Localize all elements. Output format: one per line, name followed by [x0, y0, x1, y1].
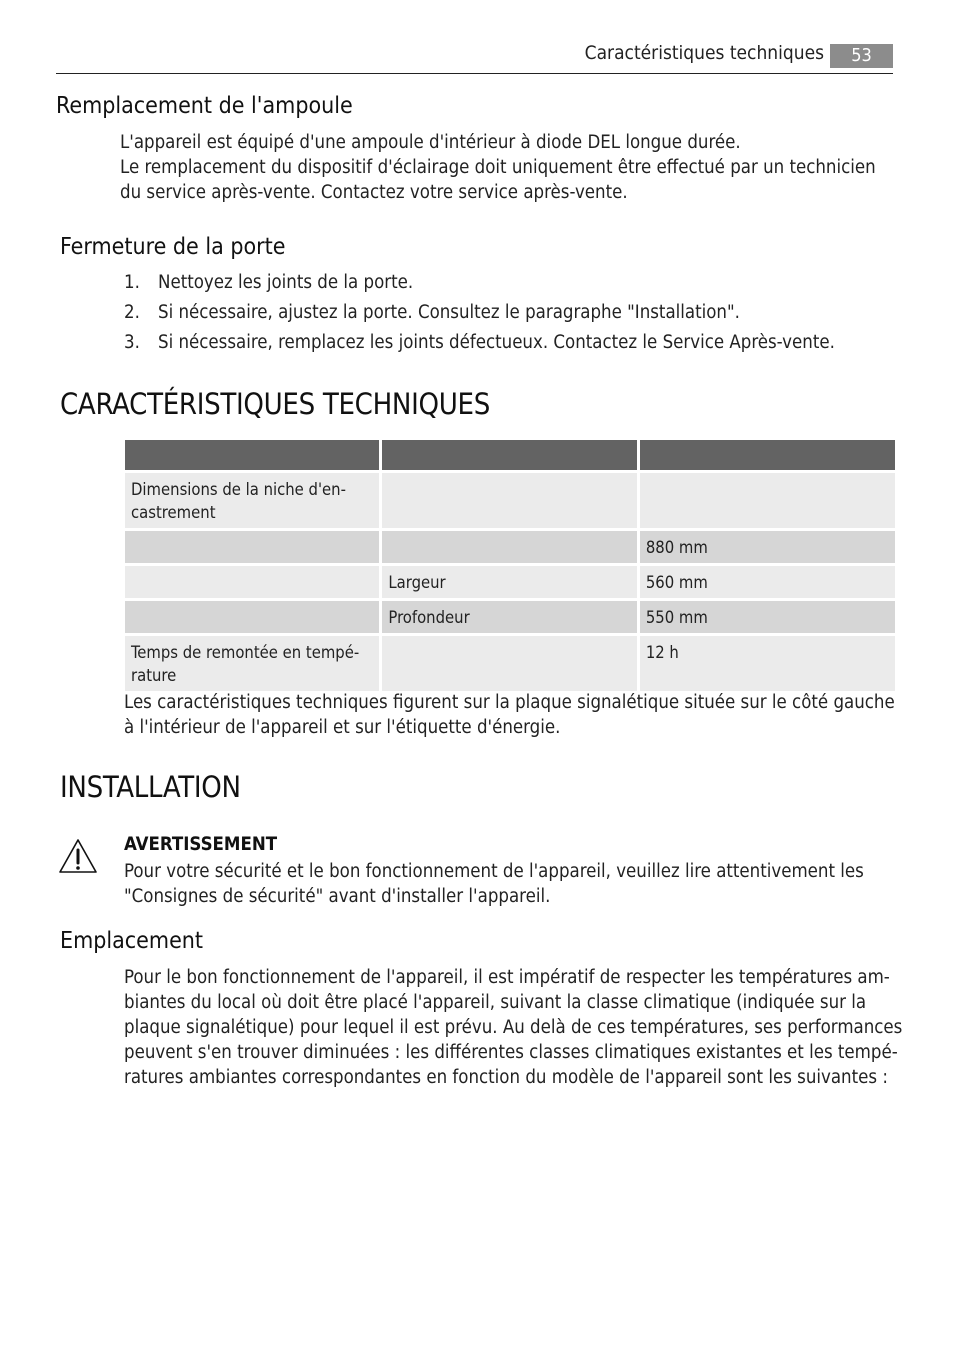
warning-text	[124, 859, 864, 909]
table-cell	[382, 636, 636, 691]
table-row	[125, 473, 895, 528]
table-cell: Dimensions de la niche d'en-castrement	[125, 473, 379, 528]
ampoule-line: Le remplacement du dispositif d'éclairage doit uniquement être effectué par un technicien	[120, 157, 876, 178]
header-rule	[56, 73, 893, 74]
emplacement-line: biantes du local où doit être placé l'appareil, suivant la classe climatique (indiquée sur la	[124, 992, 867, 1013]
table-row	[125, 601, 895, 633]
warning-title: AVERTISSEMENT	[124, 834, 278, 855]
installation-heading: INSTALLATION	[60, 770, 241, 804]
table-cell	[640, 473, 895, 528]
table-cell	[382, 531, 636, 563]
table-row	[125, 566, 895, 598]
emplacement-line: peuvent s'en trouver diminuées : les différentes classes climatiques existantes et les tempé-	[124, 1042, 898, 1063]
table-header-cell	[640, 440, 895, 470]
table-cell: Largeur	[382, 566, 636, 598]
table-cell	[382, 473, 636, 528]
ampoule-line: du service après-vente. Contactez votre service après-vente.	[120, 182, 628, 203]
specs-note-line: Les caractéristiques techniques figurent sur la plaque signalétique située sur le côté gauche	[124, 692, 895, 713]
specs-note	[124, 690, 895, 740]
specs-table	[122, 437, 898, 694]
porte-step	[124, 302, 740, 323]
emplacement-line: plaque signalétique) pour lequel il est prévu. Au delà de ces températures, ses performances	[124, 1017, 903, 1038]
warning-line: "Consignes de sécurité" avant d'installer l'appareil.	[124, 886, 551, 907]
specs-table-header	[125, 440, 895, 470]
step-number: 2.	[124, 302, 140, 323]
porte-step	[124, 272, 413, 293]
table-cell: 560 mm	[640, 566, 895, 598]
emplacement-heading: Emplacement	[60, 928, 204, 954]
table-row	[125, 636, 895, 691]
table-cell: 12 h	[640, 636, 895, 691]
step-number: 1.	[124, 272, 140, 293]
step-text: Si nécessaire, ajustez la porte. Consultez le paragraphe "Installation".	[158, 302, 740, 323]
specs-note-line: à l'intérieur de l'appareil et sur l'étiquette d'énergie.	[124, 717, 561, 738]
ampoule-paragraph	[120, 130, 876, 205]
table-cell	[125, 601, 379, 633]
ampoule-line: L'appareil est équipé d'une ampoule d'intérieur à diode DEL longue durée.	[120, 132, 741, 153]
table-cell: 880 mm	[640, 531, 895, 563]
table-header-cell	[125, 440, 379, 470]
table-cell: Temps de remontée en tempé-rature	[125, 636, 379, 691]
emplacement-line: Pour le bon fonctionnement de l'appareil, il est impératif de respecter les températures am-	[124, 967, 890, 988]
ampoule-heading: Remplacement de l'ampoule	[56, 93, 353, 119]
table-cell	[125, 531, 379, 563]
porte-heading: Fermeture de la porte	[60, 234, 286, 260]
emplacement-paragraph	[124, 965, 902, 1090]
table-cell: 550 mm	[640, 601, 895, 633]
table-header-cell	[382, 440, 636, 470]
step-text: Nettoyez les joints de la porte.	[158, 272, 414, 293]
running-header-title: Caractéristiques techniques	[584, 42, 824, 64]
emplacement-line: ratures ambiantes correspondantes en fonction du modèle de l'appareil sont les suivantes :	[124, 1067, 888, 1088]
specs-heading: CARACTÉRISTIQUES TECHNIQUES	[60, 387, 491, 421]
porte-step	[124, 332, 835, 353]
warning-line: Pour votre sécurité et le bon fonctionnement de l'appareil, veuillez lire attentivement les	[124, 861, 864, 882]
page-number: 53	[830, 44, 893, 68]
step-number: 3.	[124, 332, 140, 353]
warning-triangle-icon	[58, 838, 98, 874]
table-cell: Profondeur	[382, 601, 636, 633]
table-cell	[125, 566, 379, 598]
table-row	[125, 531, 895, 563]
step-text: Si nécessaire, remplacez les joints défectueux. Contactez le Service Après-vente.	[158, 332, 835, 353]
